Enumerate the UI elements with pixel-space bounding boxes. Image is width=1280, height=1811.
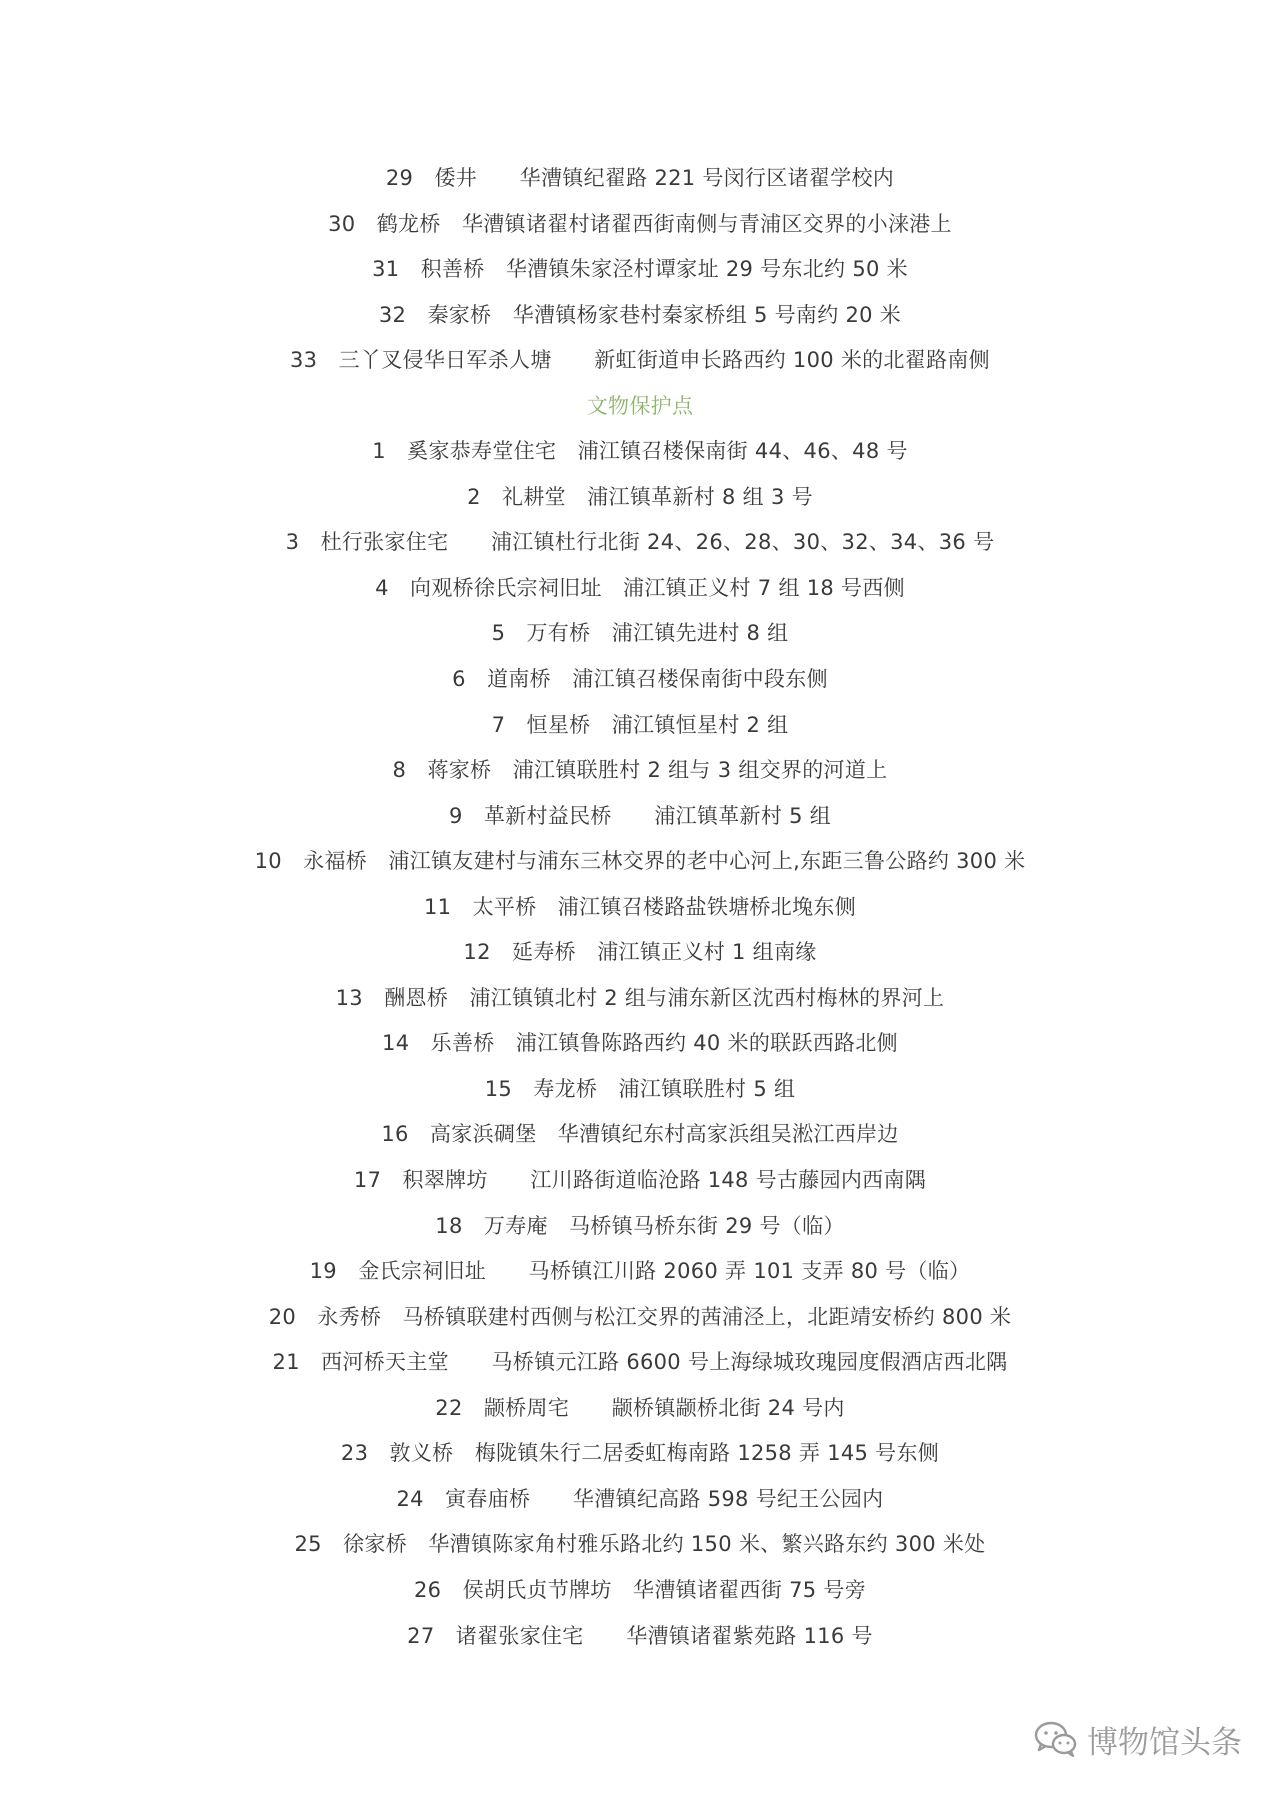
list-item: 16 高家浜碉堡 华漕镇纪东村高家浜组吴淞江西岸边: [381, 1122, 899, 1147]
list-item: 10 永福桥 浦江镇友建村与浦东三林交界的老中心河上,东距三鲁公路约 300 米: [254, 849, 1026, 874]
list-item: 22 颛桥周宅 颛桥镇颛桥北街 24 号内: [435, 1395, 845, 1420]
list-item: 18 万寿庵 马桥镇马桥东街 29 号（临）: [435, 1213, 845, 1238]
list-item: 29 倭井 华漕镇纪翟路 221 号闵行区诸翟学校内: [385, 166, 895, 190]
list-item: 12 延寿桥 浦江镇正义村 1 组南缘: [463, 940, 817, 965]
document-page: [0, 156, 1280, 1659]
list-item: 26 侯胡氏贞节牌坊 华漕镇诸翟西街 75 号旁: [414, 1577, 866, 1602]
list-item: 21 西河桥天主堂 马桥镇元江路 6600 号上海绿城玫瑰园度假酒店西北隅: [272, 1350, 1008, 1375]
list-item: 6 道南桥 浦江镇召楼保南街中段东侧: [452, 667, 828, 692]
section-heading: 文物保护点: [586, 393, 694, 418]
list-item: 2 礼耕堂 浦江镇革新村 8 组 3 号: [467, 484, 813, 509]
list-item: 33 三丫叉侵华日军杀人塘 新虹街道申长路西约 100 米的北翟路南侧: [290, 348, 990, 373]
list-item: 24 寅春庙桥 华漕镇纪高路 598 号纪王公园内: [396, 1486, 884, 1511]
list-item: 7 恒星桥 浦江镇恒星村 2 组: [491, 712, 789, 737]
wechat-icon: [1033, 1719, 1079, 1759]
list-item: 4 向观桥徐氏宗祠旧址 浦江镇正义村 7 组 18 号西侧: [375, 575, 905, 600]
watermark: [1033, 1717, 1242, 1761]
list-item: 19 金氏宗祠旧址 马桥镇江川路 2060 弄 101 支弄 80 号（临）: [309, 1259, 971, 1284]
list-item: 17 积翠牌坊 江川路街道临沧路 148 号古藤园内西南隅: [353, 1168, 927, 1193]
watermark-text: 博物馆头条: [1087, 1724, 1242, 1761]
list-item: 13 酬恩桥 浦江镇镇北村 2 组与浦东新区沈西村梅林的界河上: [335, 985, 945, 1010]
list-item: 25 徐家桥 华漕镇陈家角村雅乐路北约 150 米、繁兴路东约 300 米处: [294, 1532, 986, 1557]
list-item: 8 蒋家桥 浦江镇联胜村 2 组与 3 组交界的河道上: [392, 758, 888, 783]
list-item: 11 太平桥 浦江镇召楼路盐铁塘桥北堍东侧: [423, 894, 857, 919]
list-item: 15 寿龙桥 浦江镇联胜村 5 组: [484, 1076, 796, 1101]
list-item: 27 诸翟张家住宅 华漕镇诸翟紫苑路 116 号: [407, 1623, 873, 1648]
list-item: 31 积善桥 华漕镇朱家泾村谭家址 29 号东北约 50 米: [372, 257, 908, 282]
list-item: 20 永秀桥 马桥镇联建村西侧与松江交界的茜浦泾上，北距靖安桥约 800 米: [268, 1304, 1012, 1329]
list-item: 9 革新村益民桥 浦江镇革新村 5 组: [448, 803, 832, 828]
list-item: 5 万有桥 浦江镇先进村 8 组: [491, 621, 789, 646]
list-item: 3 杜行张家住宅 浦江镇杜行北街 24、26、28、30、32、34、36 号: [285, 530, 995, 555]
list-item: 30 鹤龙桥 华漕镇诸翟村诸翟西街南侧与青浦区交界的小涞港上: [328, 211, 952, 236]
list-item: 23 敦义桥 梅陇镇朱行二居委虹梅南路 1258 弄 145 号东侧: [340, 1441, 940, 1466]
list-item: 32 秦家桥 华漕镇杨家巷村秦家桥组 5 号南约 20 米: [378, 302, 902, 327]
list-item: 14 乐善桥 浦江镇鲁陈路西约 40 米的联跃西路北侧: [382, 1031, 898, 1056]
list-item: 1 奚家恭寿堂住宅 浦江镇召楼保南街 44、46、48 号: [372, 439, 908, 464]
